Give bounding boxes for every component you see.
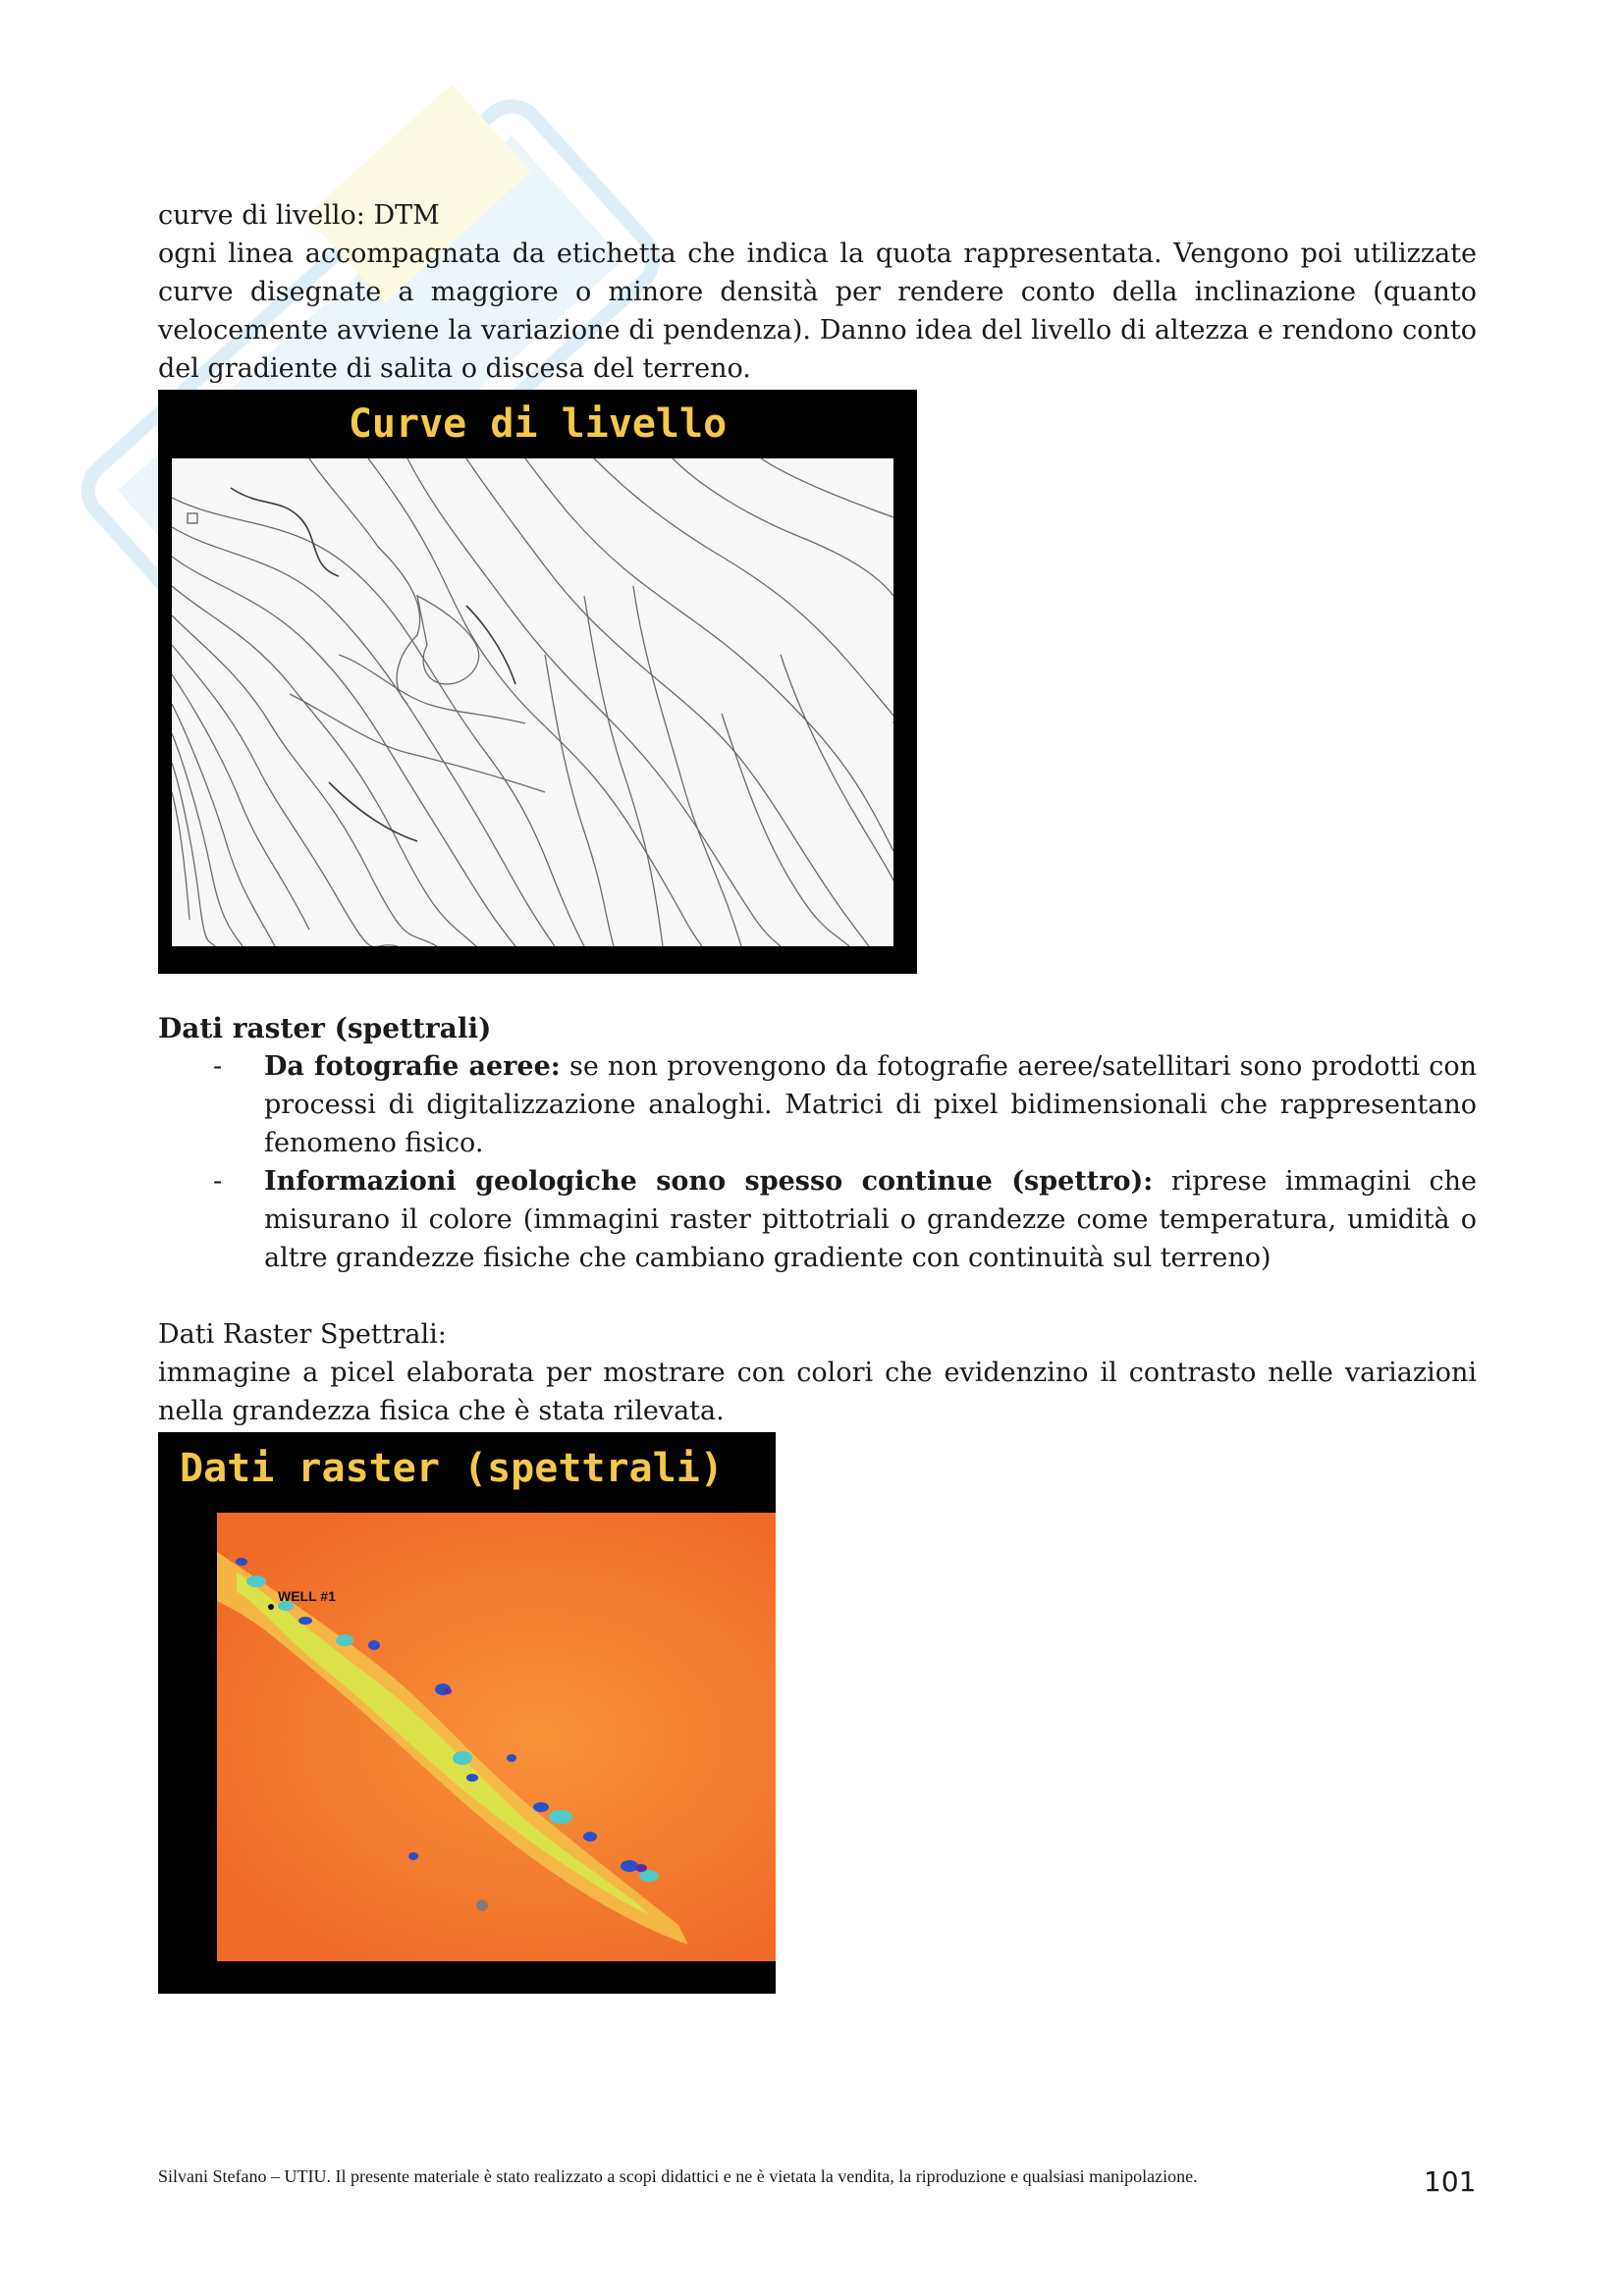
page-number: 101 [1424,2165,1477,2198]
spectral-heading: Dati Raster Spettrali: [158,1319,447,1350]
list-item-text: riprese immagini che misurano il colore (immagini raster pittotriali o grandezze come temperatura, umidità o altre grandezze fisiche che cambiano gradiente con continuità sul terreno) [264,1166,1477,1273]
contour-heading: curve di livello: DTM [158,200,440,231]
contour-figure [158,390,917,974]
spectral-paragraph: immagine a picel elaborata per mostrare con colori che evidenzino il contrasto nelle variazioni nella grandezza fisica che è stata rilevata. [158,1358,1477,1426]
contour-map [172,458,893,946]
list-item-text: se non provengono da fotografie aeree/satellitari sono prodotti con processi di digitalizzazione analoghi. Matrici di pixel bidimensionali che rappresentano fenomeno fisico. [264,1051,1477,1158]
dash-marker: - [213,1051,223,1082]
raster-figure [158,1432,776,1994]
raster-section-title: Dati raster (spettrali) [158,1012,492,1044]
list-item-bold: Informazioni geologiche sono spesso continue (spettro): [264,1166,1154,1197]
footer-text: Silvani Stefano – UTIU. Il presente materiale è stato realizzato a scopi didattici e ne è vietata la vendita, la riproduzione e qualsiasi manipolazione. [158,2166,1198,2186]
list-item-bold: Da fotografie aeree: [264,1051,561,1082]
raster-list [158,1047,1477,1277]
list-item [158,1162,1477,1277]
contour-figure-title: Curve di livello [348,401,728,447]
contour-paragraph: ogni linea accompagnata da etichetta che indica la quota rappresentata. Vengono poi utilizzate curve disegnate a maggiore o minore densità per rendere conto della inclinazione (quanto velocemente avviene la variazione di pendenza). Danno idea del livello di altezza e rendono conto del gradiente di salita o discesa del terreno. [158,239,1477,384]
raster-image [217,1513,776,1961]
well-label: WELL #1 [278,1588,336,1604]
raster-figure-title: Dati raster (spettrali) [180,1446,724,1491]
dash-marker: - [213,1166,223,1197]
list-item [158,1047,1477,1162]
